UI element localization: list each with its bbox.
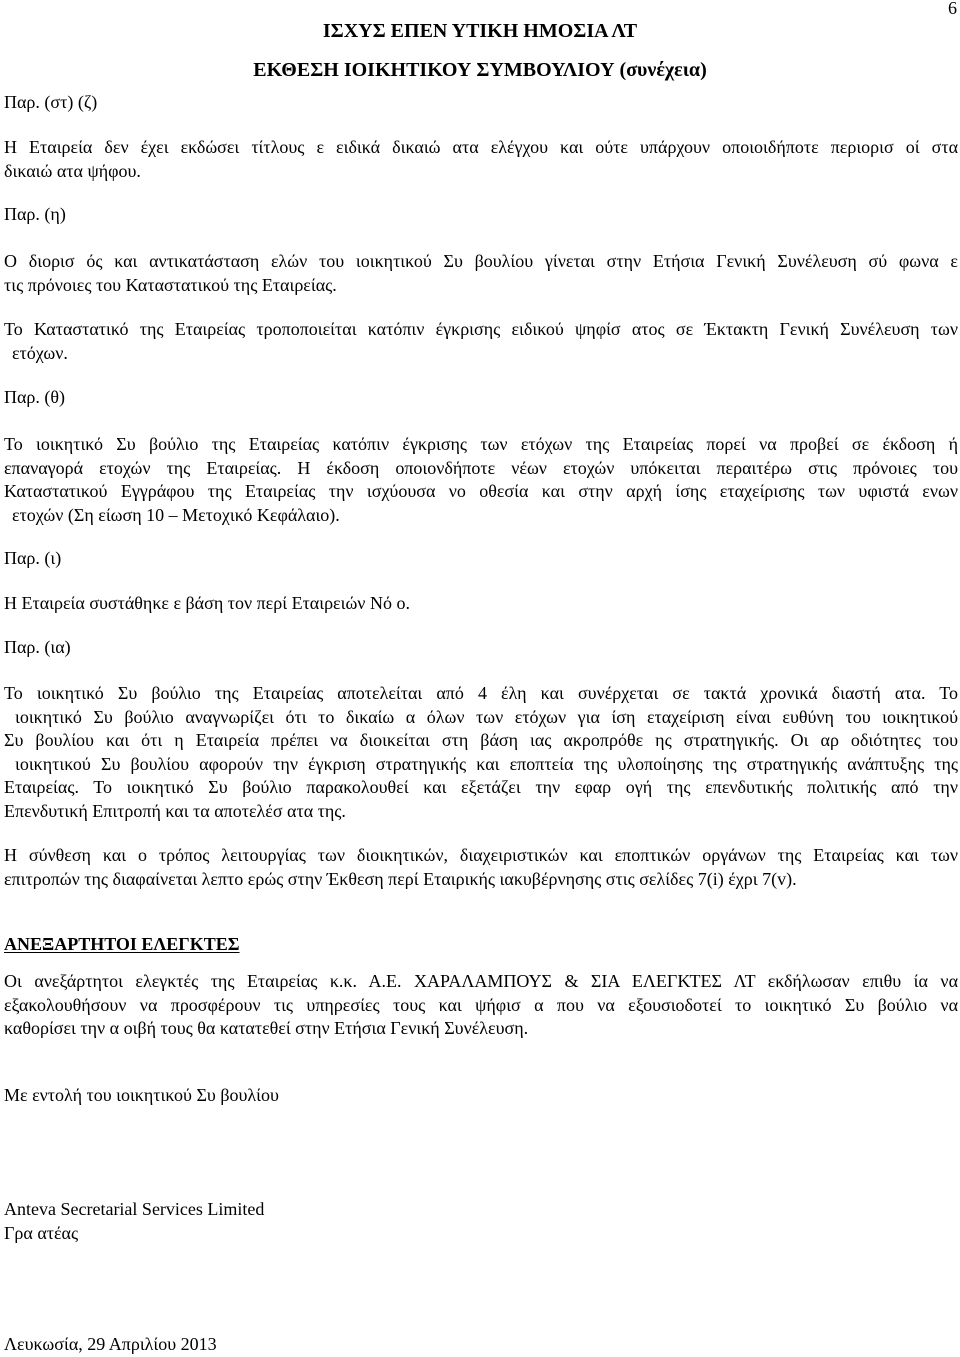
report-title: ΙΣΧΥΣ ΕΠΕΝ ΥΤΙΚΗ ΗΜΟΣΙΑ ΛΤ [322,20,638,42]
paragraph-ia-text-2 [4,844,958,891]
paragraph-line: Η σύνθεση και ο τρόπος λειτουργίας των διοικητικών, διαχειριστικών και εποπτικών οργάνων της Εταιρείας και των [4,845,958,865]
paragraph-label: Παρ. (στ) (ζ) [4,92,98,112]
paragraph-st-z-text [4,136,958,183]
signatory-block [4,1198,958,1245]
paragraph-line: Το ιοικητικό Συ βούλιο της Εταιρείας κατόπιν έγκρισης των ετόχων της Εταιρείας πορεί να προβεί σε έκδοση ή [4,434,958,454]
paragraph-label-st-z [4,91,958,115]
paragraph-line: Εταιρείας. Το ιοικητικό Συ βούλιο παρακολουθεί και εξετάζει την εφαρ ογή της επενδυτικής πολιτικής από την [4,777,958,798]
paragraph-label-h [4,203,958,227]
paragraph-line: ιοικητικού Συ βουλίου αφορούν την έγκριση στρατηγικής και εποπτεία της υλοποίησης της στρατηγικής ανάπτυξης της [15,753,958,774]
place-date: Λευκωσία, 29 Απριλίου 2013 [4,1334,217,1354]
paragraph-line: Η Εταιρεία δεν έχει εκδώσει τίτλους ε ειδικά δικαιώ ατα ελέγχου και ούτε υπάρχουν οποιοιδήποτε περιορισ οί στα [4,137,958,157]
paragraph-th-text [4,433,958,527]
paragraph-ia-text-1 [4,682,958,824]
page-number: 6 [948,0,957,18]
paragraph-label-th [4,386,958,410]
report-subtitle: ΕΚΘΕΣΗ ΙΟΙΚΗΤΙΚΟΥ ΣΥΜΒΟΥΛΙΟΥ (συνέχεια) [253,59,707,81]
closing-by-order-block [4,1084,958,1108]
signatory-company: Anteva Secretarial Services Limited [4,1199,265,1219]
paragraph-line: επαναγορά ετοχών της Εταιρείας. Η έκδοση οποιονδήποτε νέων ετοχών υπόκειται περαιτέρω στις πρόνοιες του [4,457,958,478]
paragraph-line: Επενδυτική Επιτροπή και τα αποτελέσ ατα της. [4,800,346,821]
paragraph-line: Το Καταστατικό της Εταιρείας τροποποιείται κατόπιν έγκρισης ειδικού ψηφίσ ατος σε Έκτακτη Γενική Συνέλευση των [4,319,958,339]
auditors-text [4,970,958,1041]
paragraph-line: Ο διορισ ός και αντικατάσταση ελών του ιοικητικού Συ βουλίου γίνεται στην Ετήσια Γενική Συνέλευση σύ φωνα ε [4,251,958,271]
paragraph-line: τις πρόνοιες του Καταστατικού της Εταιρείας. [4,274,337,295]
auditors-heading-block [4,933,958,957]
signatory-role: Γρα ατέας [4,1222,79,1243]
paragraph-line: επιτροπών της διαφαίνεται λεπτο ερώς στην Έκθεση περί Εταιρικής ιακυβέρνησης στις σελίδες 7(i) έχρι 7(v). [4,868,797,889]
paragraph-label: Παρ. (η) [4,204,66,224]
paragraph-label: Παρ. (ι) [4,548,62,568]
paragraph-line: εξακολουθήσουν να προσφέρουν τις υπηρεσίες τους και ψήφισ α που να εξουσιοδοτεί το ιοικητικό Συ βούλιο να [4,994,958,1015]
paragraph-label: Παρ. (ια) [4,637,71,657]
paragraph-line: ετόχων. [12,342,68,363]
paragraph-line: Η Εταιρεία συστάθηκε ε βάση τον περί Εταιρειών Νό ο. [4,593,410,613]
paragraph-line: Οι ανεξάρτητοι ελεγκτές της Εταιρείας κ.κ. Α.Ε. ΧΑΡΑΛΑΜΠΟΥΣ & ΣΙΑ ΕΛΕΓΚΤΕΣ ΛΤ εκδήλωσαν επιθυ ία να [4,971,958,991]
paragraph-h-text-1 [4,250,958,297]
paragraph-line: Το ιοικητικό Συ βούλιο της Εταιρείας αποτελείται από 4 έλη και συνέρχεται σε τακτά χρονικά διαστή ατα. Το [4,683,958,703]
paragraph-label-i [4,547,958,571]
paragraph-i-text [4,592,958,616]
paragraph-line: καθορίσει την α οιβή τους θα κατατεθεί στην Ετήσια Γενική Συνέλευση. [4,1018,529,1039]
paragraph-label-ia [4,636,958,660]
section-heading: ΑΝΕΞΑΡΤΗΤΟΙ ΕΛΕΓΚΤΕΣ [4,934,240,954]
paragraph-h-text-2 [4,318,958,365]
paragraph-line: δικαιώ ατα ψήφου. [4,160,141,181]
paragraph-line: Καταστατικού Εγγράφου της Εταιρείας την ισχύουσα νο οθεσία και στην αρχή ίσης εταχείρισης των υφιστά ενων [4,481,958,502]
paragraph-line: ιοικητικό Συ βούλιο αναγνωρίζει ότι το δικαίω α όλων των ετόχων για ίση εταχείριση είναι ευθύνη του ιοικητικού [15,706,958,727]
paragraph-line: ετοχών (Ση είωση 10 – Μετοχικό Κεφάλαιο). [12,504,340,525]
paragraph-label: Παρ. (θ) [4,387,66,407]
closing-by-order: Με εντολή του ιοικητικού Συ βουλίου [4,1085,279,1105]
paragraph-line: Συ βουλίου και ότι η Εταιρεία πρέπει να διοικείται στη βάση ιας ακροπρόθε ης στρατηγικής. Οι αρ οδιότητες του [4,730,958,751]
place-date-block [4,1333,958,1357]
